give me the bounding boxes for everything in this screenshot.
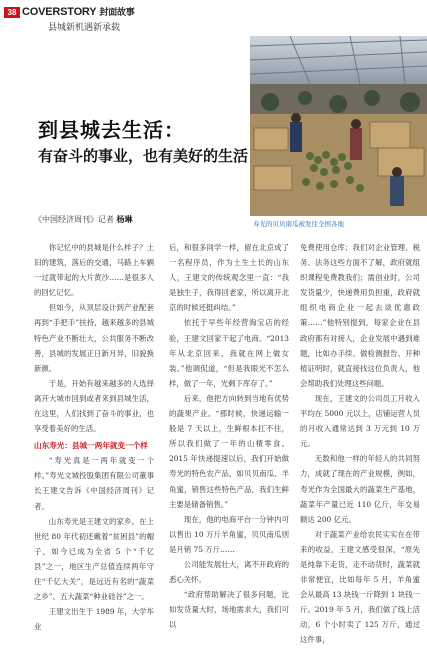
- paragraph: 现在，他的电商平台一分钟内可以售出 10 万斤羊角蜜，贝贝南瓜则是月销 75 万斤……: [169, 514, 289, 554]
- paragraph: 后来，他把方向转到当地有优势的蔬果产业。“那时候，快递运输一般是 7 天以上，生鲜根本扛不住，所以我们做了一年的山楂零食。2015 年快递提速以后，我们开始做寿光的特色农产品，如贝贝南瓜、羊角蜜，销售这些特色产品，我们生鲜主要是储备销售。”: [169, 393, 289, 509]
- paragraph: 王建文出生于 1989 年，大学毕业: [34, 607, 154, 632]
- text-column-1: [34, 240, 154, 634]
- byline: [34, 214, 133, 225]
- page-header: [0, 0, 427, 40]
- page-number: 38: [4, 7, 20, 18]
- paragraph: “政府帮助解决了很多问题，比如发货量大时，场地需求大，我们可以: [169, 590, 289, 630]
- paragraph: 于是，开始有越来越多的人选择离开大城市回到或者来到县城生活，在这里，人们找到了奋斗的事业，也享受着美好的生活。: [34, 378, 154, 434]
- market-photo: [250, 36, 427, 216]
- section-subtitle: 封面故事: [99, 8, 135, 18]
- paragraph: 对于蔬菜产业给农民实实在在带来的收益，王建文感受很深，“原先是纯靠下走货，走不动货时，蔬菜就非常便宜，比如每年 5 月，羊角蜜会从最高 13 块钱一斤降到 1 块钱一斤。2019 年 5 月，我们做了线上活动，6 个小时卖了 125 万斤，通过这件事，: [300, 529, 420, 645]
- paragraph: 后，和很多同学一样，留在北京成了一名程序员，作为土生土长的山东人，王建文的传统观念里一直：“我是独生子，我得回老家，所以离开北京的时候还挺纠结。”: [169, 243, 289, 313]
- section-title: COVERSTORY: [22, 6, 97, 18]
- article-title: 到县城去生活：: [38, 118, 185, 142]
- section-label: [22, 5, 135, 18]
- text-column-3: [300, 240, 420, 648]
- byline-author: 杨琳: [116, 214, 133, 224]
- paragraph: “寿光真是一两年就变一个样。”寿光文城投股集团有限公司董事长王建文告诉《中国经济周刊》记者。: [34, 456, 154, 511]
- paragraph: 现在，王建文的公司员工月收入平均在 5000 元以上，店铺运营人员的月收入通常达到 3 万元到 10 万元。: [300, 393, 420, 449]
- paragraph: 无数和他一样的年轻人的共同努力，成就了现在的产业规模，例如，寿光作为全国最大的蔬菜生产基地，蔬菜年产量已近 110 亿斤，年交易额达 200 亿元。: [300, 454, 420, 524]
- article-subtitle: 有奋斗的事业，也有美好的生活: [38, 147, 249, 165]
- paragraph: 公司能发展壮大，离不开政府的悉心关怀。: [169, 559, 289, 585]
- paragraph: 免费使用仓库；我们对企业管理、税务、法务这些方面不了解，政府就组织课程免费教我们；需创业时，公司发货量少，快递费用负担重，政府就组织电商企业一起去谈优惠政策……”他特别提到，每家企业在县政府都有对接人，企业发展中遇到难题，比如办手续、做检测报告、开种植证明时，就直接找这位负责人，他会帮助我们处理这些问题。: [300, 243, 420, 388]
- section-heading: 山东寿光：县城一两年就变一个样: [34, 441, 148, 451]
- paragraph: 但如今，从顶层设计到产业配套再到“手把手”扶持，越来越多的县城特色产业不断壮大，公共服务不断改善，县城的发展正日新月异，旧貌换新颜。: [34, 303, 154, 373]
- paragraph: 依托于早些年经营淘宝店的经验，王建文回家干起了电商。“2013 年从北京回来，我就在网上做女装。”他调侃道，“但是我眼光不怎么样，做了一年，光剩下库存了。”: [169, 318, 289, 388]
- byline-source: 《中国经济周刊》记者: [34, 215, 114, 224]
- paragraph: 山东寿光是王建文的家乡。在上世纪 80 年代初还戴着“贫困县”的帽子，如今已成为全省 5 个“千亿县”之一，地区生产总值连续两年守住“千亿大关”，是远近有名的“蔬菜之乡”、五大蔬菜“种业硅谷”之一。: [34, 516, 154, 602]
- photo-caption: 寿光的贝贝南瓜被发往全国各地: [253, 221, 344, 228]
- section-tagline: 县城新机遇新承载: [48, 23, 121, 33]
- paragraph: 你记忆中的县城是什么样子？土旧的建筑，落后的交通，马路上车辆一过就带起的大片黄沙……是很多人的回忆记忆。: [34, 243, 154, 298]
- text-column-2: [169, 240, 289, 632]
